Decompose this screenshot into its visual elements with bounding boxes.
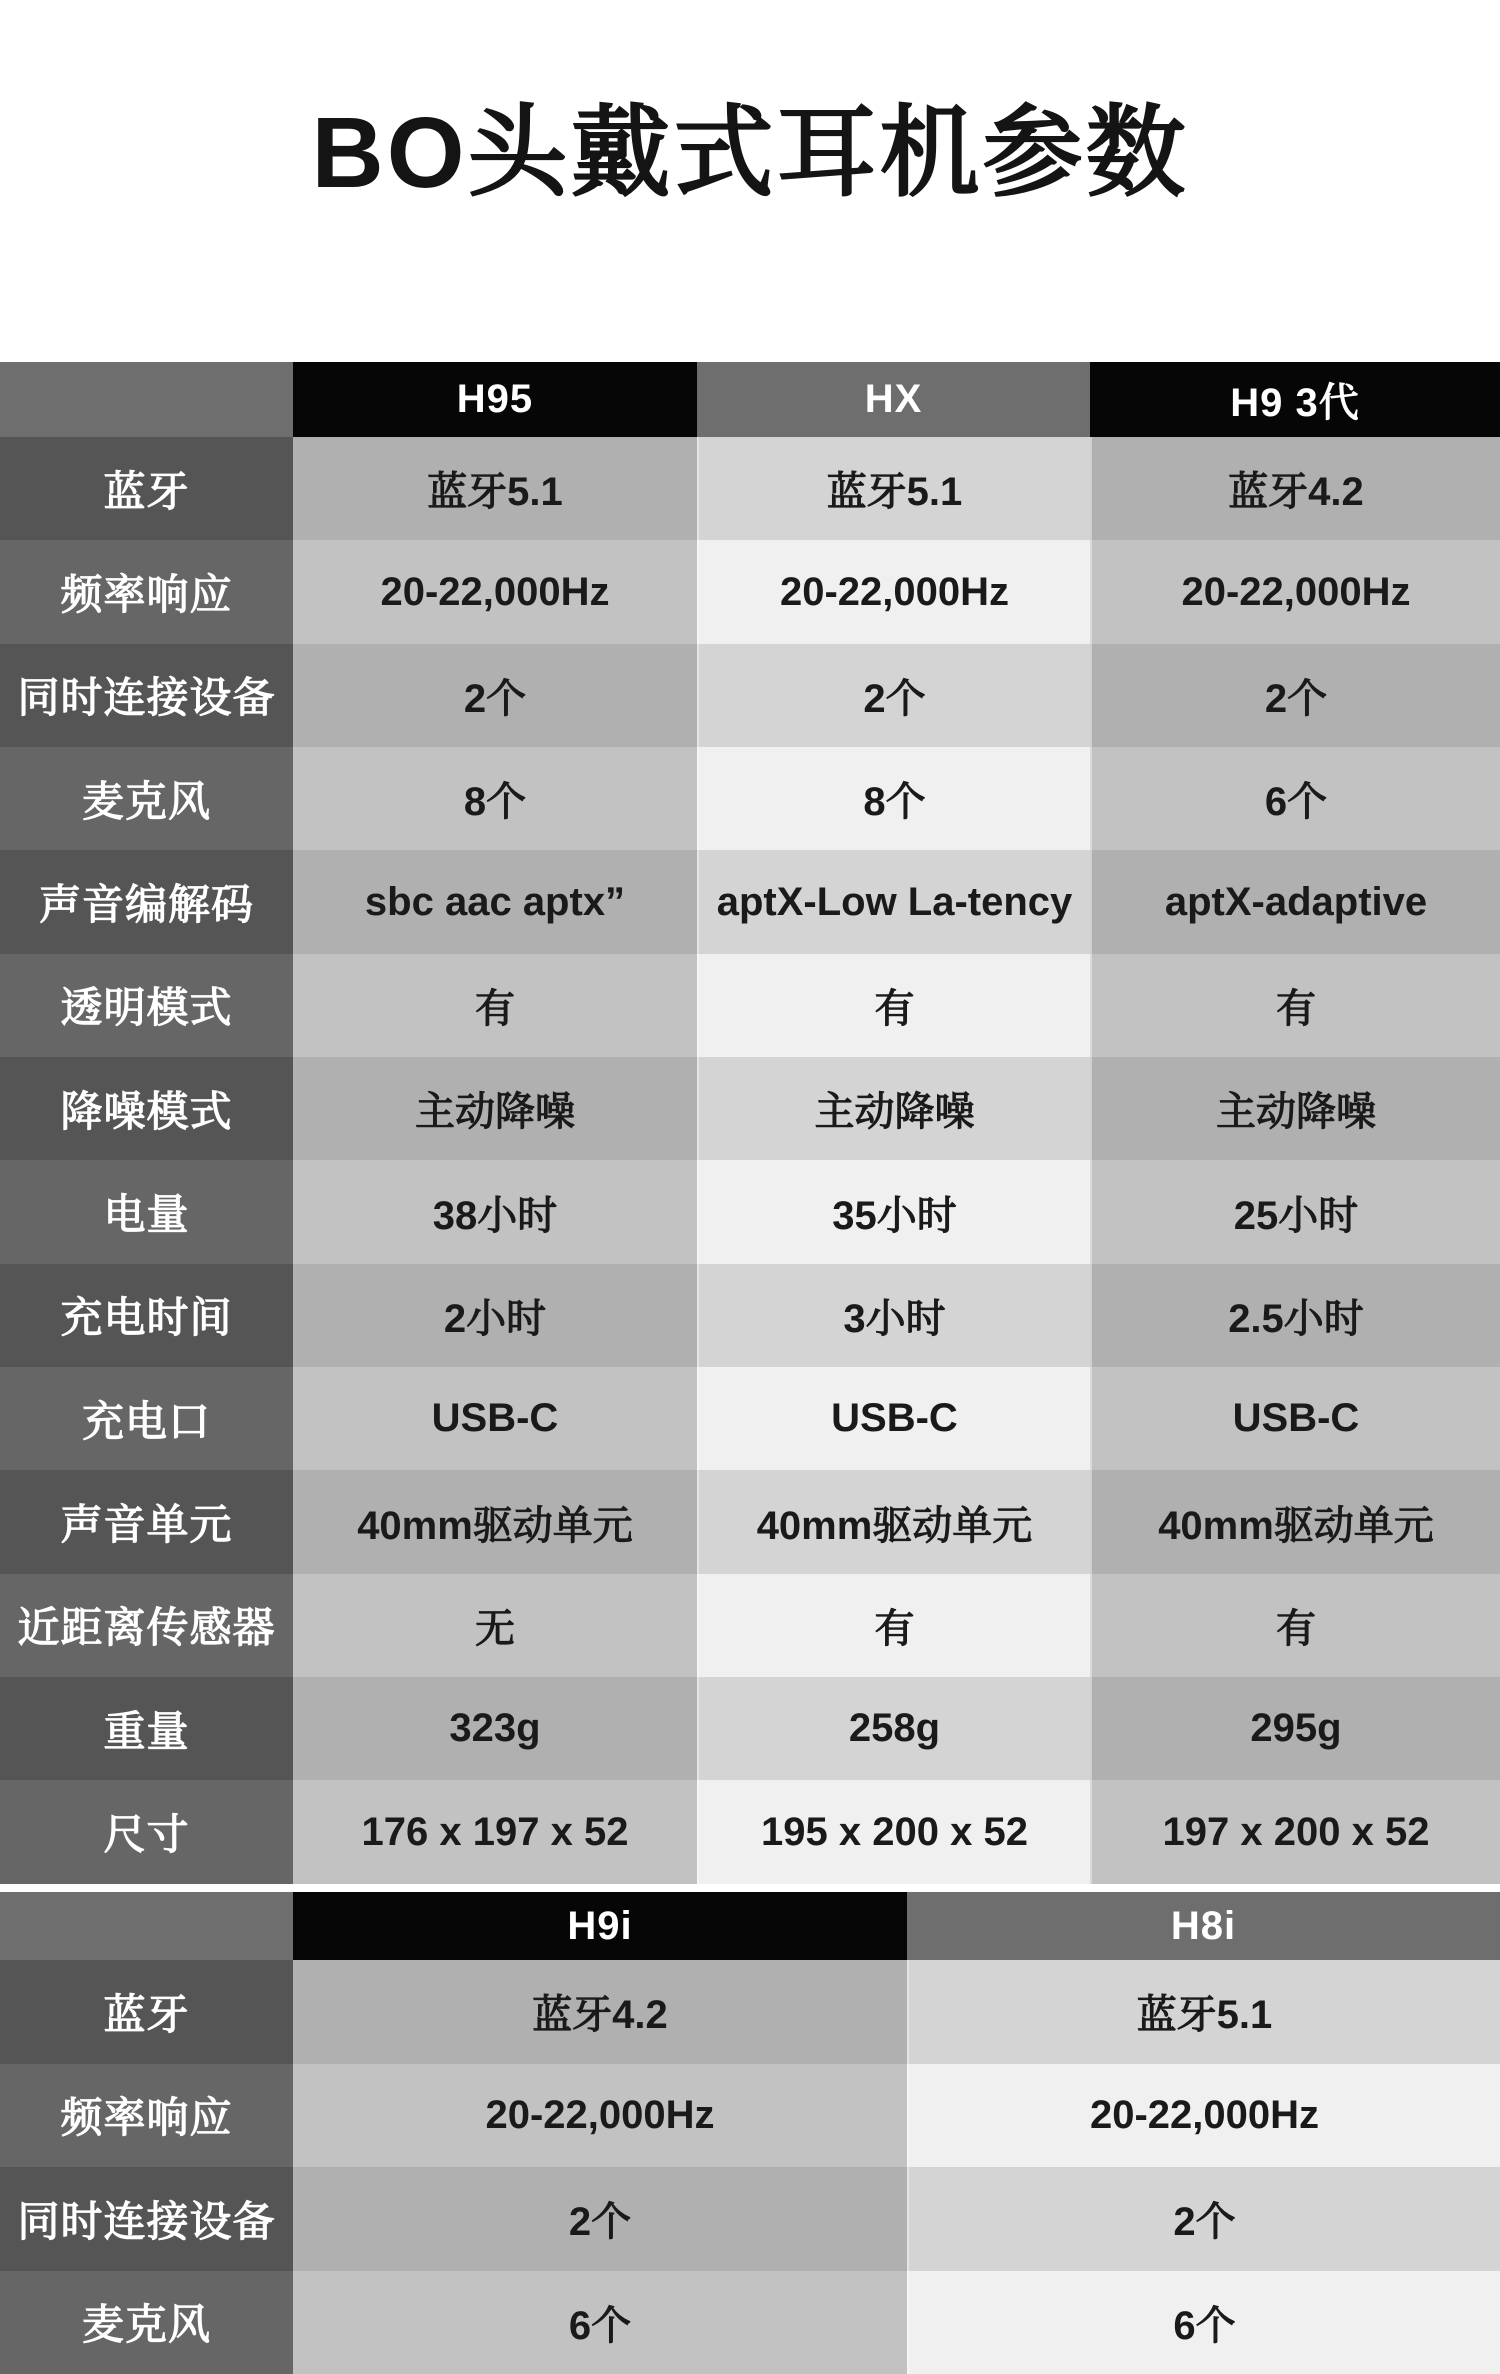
row-label-cell: 降噪模式 — [0, 1057, 293, 1160]
row-label-cell: 重量 — [0, 1677, 293, 1780]
value-cell: 40mm驱动单元 — [697, 1470, 1090, 1573]
value-cell: 20-22,000Hz — [907, 2064, 1500, 2168]
value-cell: 有 — [293, 954, 697, 1057]
row-label-cell: 尺寸 — [0, 1780, 293, 1883]
value-cell: 有 — [1090, 954, 1500, 1057]
value-cell: 20-22,000Hz — [293, 2064, 907, 2168]
value-cell: 20-22,000Hz — [1090, 540, 1500, 643]
row-label-cell: 声音单元 — [0, 1470, 293, 1573]
value-cell: 295g — [1090, 1677, 1500, 1780]
value-cell: 8个 — [293, 747, 697, 850]
row-label-cell: 声音编解码 — [0, 850, 293, 953]
value-cell: 197 x 200 x 52 — [1090, 1780, 1500, 1883]
row-label-cell: 麦克风 — [0, 747, 293, 850]
row-label-cell: 透明模式 — [0, 954, 293, 1057]
column-header-hx: HX — [697, 362, 1090, 437]
page-title: BO头戴式耳机参数 — [0, 72, 1500, 216]
value-cell: 主动降噪 — [697, 1057, 1090, 1160]
corner-cell-secondary — [0, 1892, 293, 1960]
value-cell: 20-22,000Hz — [293, 540, 697, 643]
value-cell: sbc aac aptx” — [293, 850, 697, 953]
value-cell: 2个 — [697, 644, 1090, 747]
row-label-cell: 充电口 — [0, 1367, 293, 1470]
value-cell: 2小时 — [293, 1264, 697, 1367]
corner-cell-primary — [0, 362, 293, 437]
value-cell: 有 — [697, 1574, 1090, 1677]
row-label-cell: 同时连接设备 — [0, 644, 293, 747]
value-cell: 2个 — [293, 2167, 907, 2271]
row-label-cell: 麦克风 — [0, 2271, 293, 2374]
value-cell: 有 — [697, 954, 1090, 1057]
value-cell: 25小时 — [1090, 1160, 1500, 1263]
value-cell: 蓝牙4.2 — [1090, 437, 1500, 540]
value-cell: 2个 — [907, 2167, 1500, 2271]
value-cell: USB-C — [697, 1367, 1090, 1470]
value-cell: 40mm驱动单元 — [293, 1470, 697, 1573]
value-cell: 35小时 — [697, 1160, 1090, 1263]
value-cell: 8个 — [697, 747, 1090, 850]
column-header-h95: H95 — [293, 362, 697, 437]
value-cell: 主动降噪 — [1090, 1057, 1500, 1160]
value-cell: 2.5小时 — [1090, 1264, 1500, 1367]
value-cell: 6个 — [907, 2271, 1500, 2374]
column-header-h9-3: H9 3代 — [1090, 362, 1500, 437]
column-header-h9i: H9i — [293, 1892, 907, 1960]
value-cell: aptX-Low La-tency — [697, 850, 1090, 953]
value-cell: 蓝牙5.1 — [293, 437, 697, 540]
value-cell: 323g — [293, 1677, 697, 1780]
value-cell: aptX-adaptive — [1090, 850, 1500, 953]
row-label-cell: 频率响应 — [0, 2064, 293, 2168]
row-label-cell: 蓝牙 — [0, 1960, 293, 2064]
value-cell: 6个 — [293, 2271, 907, 2374]
spec-table-primary — [0, 362, 1500, 1884]
row-label-cell: 同时连接设备 — [0, 2167, 293, 2271]
column-header-h8i: H8i — [907, 1892, 1500, 1960]
value-cell: 40mm驱动单元 — [1090, 1470, 1500, 1573]
spec-table-secondary — [0, 1892, 1500, 2374]
value-cell: 38小时 — [293, 1160, 697, 1263]
value-cell: 2个 — [293, 644, 697, 747]
row-label-cell: 近距离传感器 — [0, 1574, 293, 1677]
value-cell: 6个 — [1090, 747, 1500, 850]
value-cell: 主动降噪 — [293, 1057, 697, 1160]
value-cell: 无 — [293, 1574, 697, 1677]
row-label-cell: 电量 — [0, 1160, 293, 1263]
value-cell: 195 x 200 x 52 — [697, 1780, 1090, 1883]
value-cell: 3小时 — [697, 1264, 1090, 1367]
value-cell: 20-22,000Hz — [697, 540, 1090, 643]
value-cell: 蓝牙4.2 — [293, 1960, 907, 2064]
value-cell: 2个 — [1090, 644, 1500, 747]
value-cell: 176 x 197 x 52 — [293, 1780, 697, 1883]
value-cell: 蓝牙5.1 — [907, 1960, 1500, 2064]
row-label-cell: 蓝牙 — [0, 437, 293, 540]
value-cell: 有 — [1090, 1574, 1500, 1677]
value-cell: USB-C — [1090, 1367, 1500, 1470]
value-cell: USB-C — [293, 1367, 697, 1470]
value-cell: 蓝牙5.1 — [697, 437, 1090, 540]
value-cell: 258g — [697, 1677, 1090, 1780]
row-label-cell: 充电时间 — [0, 1264, 293, 1367]
row-label-cell: 频率响应 — [0, 540, 293, 643]
